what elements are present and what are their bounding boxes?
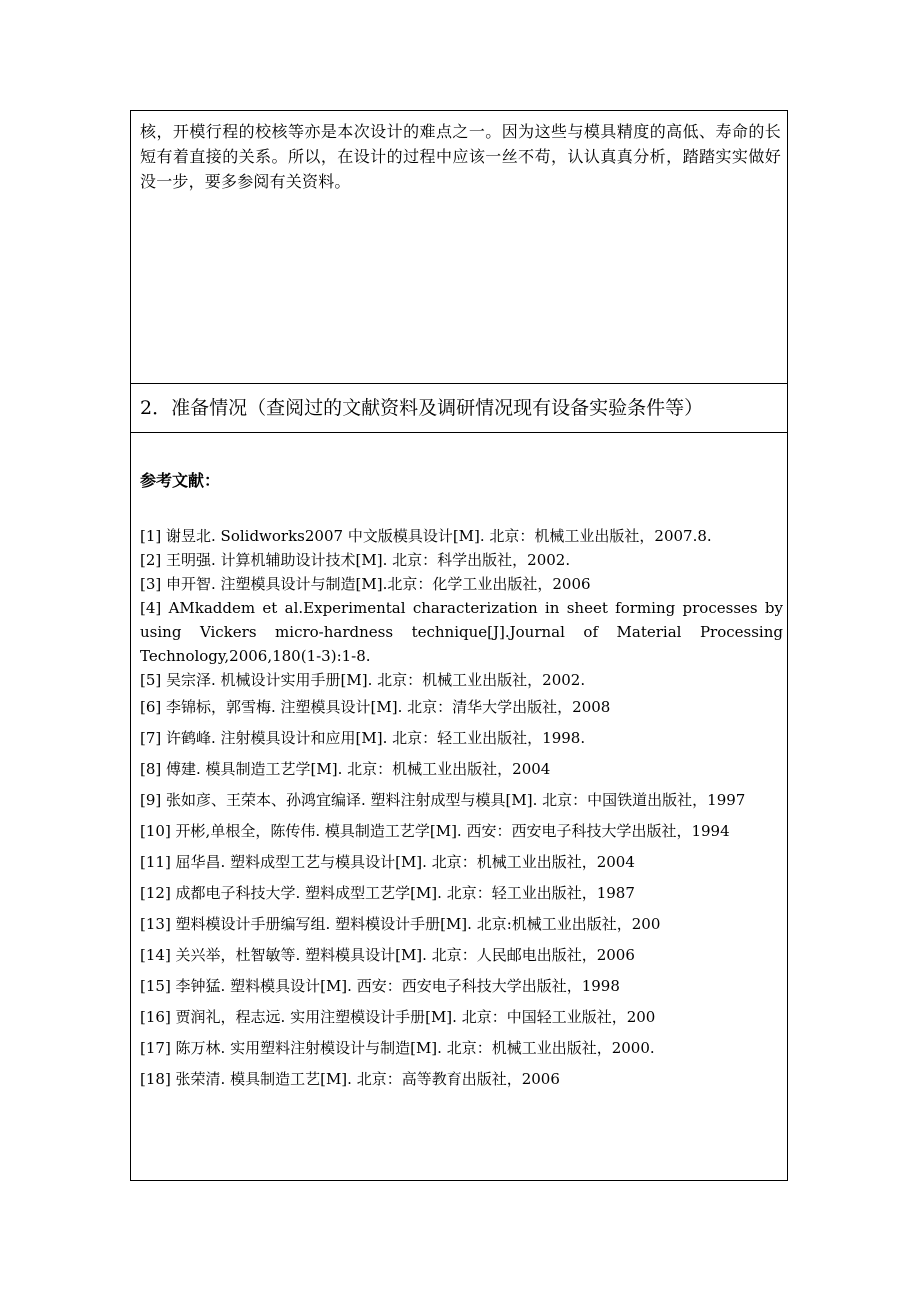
reference-item: [7] 许鹤峰. 注射模具设计和应用[M]. 北京：轻工业出版社，1998.: [140, 729, 586, 747]
reference-item: [16] 贾润礼，程志远. 实用注塑模设计手册[M]. 北京：中国轻工业版社，200: [140, 1008, 656, 1026]
reference-item: [18] 张荣清. 模具制造工艺[M]. 北京：高等教育出版社，2006: [140, 1070, 560, 1088]
reference-item: [13] 塑料模设计手册编写组. 塑料模设计手册[M]. 北京:机械工业出版社，200: [140, 915, 661, 933]
reference-item: [9] 张如彦、王荣本、孙鸿宜编译. 塑料注射成型与模具[M]. 北京：中国铁道出版社，1997: [140, 791, 746, 809]
section1-paragraph: 核，开模行程的校核等亦是本次设计的难点之一。因为这些与模具精度的高低、寿命的长短有着直接的关系。所以，在设计的过程中应该一丝不苟，认认真真分析，踏踏实实做好没一步，要多参阅有关资料。: [140, 122, 781, 191]
reference-item: [12] 成都电子科技大学. 塑料成型工艺学[M]. 北京：轻工业出版社，1987: [140, 884, 635, 902]
reference-list: [140, 524, 783, 1095]
reference-item: [8] 傅建. 模具制造工艺学[M]. 北京：机械工业出版社，2004: [140, 760, 551, 778]
reference-item: [10] 开彬,单根全，陈传伟. 模具制造工艺学[M]. 西安：西安电子科技大学出版社，1994: [140, 822, 730, 840]
reference-item: [2] 王明强. 计算机辅助设计技术[M]. 北京：科学出版社，2002.: [140, 551, 571, 569]
form-table: [130, 110, 788, 1181]
reference-item: [4] AMkaddem et al.Experimental characterization in sheet forming processes by using Vickers micro-hardness technique[J].Journal of Material Processing Technology,2006,180(1-3):1-8.: [140, 599, 783, 665]
reference-item: [14] 关兴举，杜智敏等. 塑料模具设计[M]. 北京：人民邮电出版社，2006: [140, 946, 635, 964]
reference-item: [1] 谢昱北. Solidworks2007 中文版模具设计[M]. 北京：机械工业出版社，2007.8.: [140, 527, 712, 545]
reference-item: [3] 申开智. 注塑模具设计与制造[M].北京：化学工业出版社，2006: [140, 575, 591, 593]
reference-item: [11] 屈华昌. 塑料成型工艺与模具设计[M]. 北京：机械工业出版社，2004: [140, 853, 635, 871]
reference-item: [5] 吴宗泽. 机械设计实用手册[M]. 北京：机械工业出版社，2002.: [140, 671, 586, 689]
section-divider: [131, 432, 787, 433]
references-title: 参考文献：: [140, 471, 221, 490]
reference-item: [15] 李钟猛. 塑料模具设计[M]. 西安：西安电子科技大学出版社，1998: [140, 977, 620, 995]
section-divider: [131, 383, 787, 384]
reference-item: [6] 李锦标，郭雪梅. 注塑模具设计[M]. 北京：清华大学出版社，2008: [140, 698, 611, 716]
reference-item: [17] 陈万林. 实用塑料注射模设计与制造[M]. 北京：机械工业出版社，2000.: [140, 1039, 655, 1057]
section2-heading: 2．准备情况（查阅过的文献资料及调研情况现有设备实验条件等）: [140, 397, 704, 419]
